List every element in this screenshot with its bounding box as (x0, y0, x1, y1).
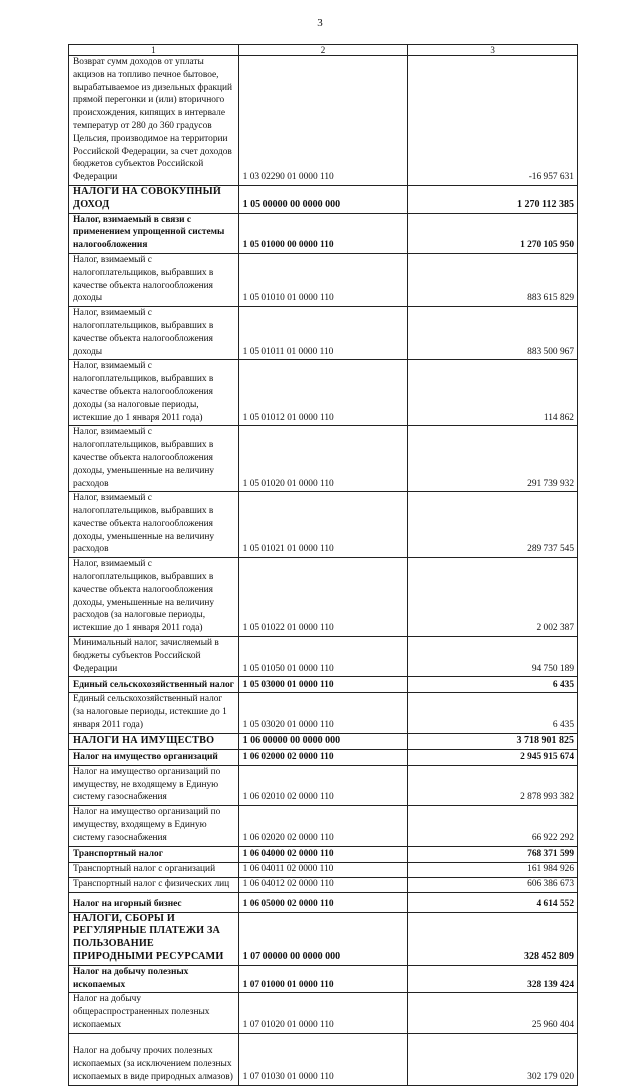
row-amount: 25 960 404 (408, 993, 578, 1033)
row-code: 1 06 02020 02 0000 110 (238, 806, 408, 846)
row-name: Единый сельскохозяйственный налог (за налоговые периоды, истекшие до 1 января 2011 года) (69, 693, 239, 733)
row-code: 1 06 04012 02 0000 110 (238, 877, 408, 892)
row-name: НАЛОГИ НА ИМУЩЕСТВО (69, 733, 239, 749)
row-code: 1 05 01050 01 0000 110 (238, 637, 408, 677)
row-amount: 883 615 829 (408, 253, 578, 306)
row-amount: 161 984 926 (408, 862, 578, 877)
row-amount: 883 500 967 (408, 307, 578, 360)
row-amount: 114 862 (408, 360, 578, 426)
row-name: Налог на имущество организаций (69, 749, 239, 765)
row-amount: 291 739 932 (408, 426, 578, 492)
table-row (69, 892, 578, 912)
column-header-3: 3 (408, 45, 578, 56)
row-amount: 2 002 387 (408, 558, 578, 637)
row-amount: 289 737 545 (408, 492, 578, 558)
row-code: 1 05 01022 01 0000 110 (238, 558, 408, 637)
row-name: Налог, взимаемый с налогоплательщиков, выбравших в качестве объекта налогообложения доходы, уменьшенные на величину расходов (69, 426, 239, 492)
row-code: 1 05 00000 00 0000 000 (238, 185, 408, 213)
table-row (69, 213, 578, 253)
row-name: Налог, взимаемый с налогоплательщиков, выбравших в качестве объекта налогообложения доходы (69, 253, 239, 306)
row-amount: 606 386 673 (408, 877, 578, 892)
table-row (69, 426, 578, 492)
row-amount: 4 614 552 (408, 892, 578, 912)
table-row (69, 765, 578, 805)
column-header-1: 1 (69, 45, 239, 56)
row-amount: -16 957 631 (408, 56, 578, 186)
row-code: 1 05 01020 01 0000 110 (238, 426, 408, 492)
row-name: Налог на имущество организаций по имуществу, не входящему в Единую систему газоснабжения (69, 765, 239, 805)
row-code: 1 07 01030 01 0000 110 (238, 1033, 408, 1085)
row-amount: 66 922 292 (408, 806, 578, 846)
row-code: 1 07 01020 01 0000 110 (238, 993, 408, 1033)
row-amount: 2 945 915 674 (408, 749, 578, 765)
table-row (69, 862, 578, 877)
revenue-table (68, 44, 578, 1086)
row-name: Единый сельскохозяйственный налог (69, 677, 239, 693)
table-row (69, 693, 578, 733)
row-name: Налог на добычу полезных ископаемых (69, 965, 239, 993)
row-amount: 1 270 112 385 (408, 185, 578, 213)
table-row (69, 965, 578, 993)
row-code: 1 03 02290 01 0000 110 (238, 56, 408, 186)
table-row (69, 846, 578, 862)
row-name: Транспортный налог (69, 846, 239, 862)
row-code: 1 05 01010 01 0000 110 (238, 253, 408, 306)
row-code: 1 05 01012 01 0000 110 (238, 360, 408, 426)
table-row (69, 877, 578, 892)
table-row (69, 1033, 578, 1085)
row-amount: 2 878 993 382 (408, 765, 578, 805)
row-name: Транспортный налог с организаций (69, 862, 239, 877)
table-row (69, 253, 578, 306)
row-code: 1 05 01000 00 0000 110 (238, 213, 408, 253)
table-row (69, 677, 578, 693)
table-row (69, 637, 578, 677)
row-amount: 6 435 (408, 693, 578, 733)
row-amount: 768 371 599 (408, 846, 578, 862)
row-name: НАЛОГИ, СБОРЫ И РЕГУЛЯРНЫЕ ПЛАТЕЖИ ЗА ПОЛЬЗОВАНИЕ ПРИРОДНЫМИ РЕСУРСАМИ (69, 912, 239, 965)
table-row (69, 185, 578, 213)
table-header-row (69, 45, 578, 56)
row-name: Налог, взимаемый с налогоплательщиков, выбравших в качестве объекта налогообложения доходы (за налоговые периоды, истекшие до 1 января 2011 года) (69, 360, 239, 426)
row-name: Налог на добычу общераспространенных полезных ископаемых (69, 993, 239, 1033)
row-amount: 94 750 189 (408, 637, 578, 677)
table-row (69, 806, 578, 846)
table-row (69, 733, 578, 749)
row-name: Налог, взимаемый с налогоплательщиков, выбравших в качестве объекта налогообложения доходы, уменьшенные на величину расходов (за налоговые периоды, истекшие до 1 января 2011 года) (69, 558, 239, 637)
row-code: 1 05 01021 01 0000 110 (238, 492, 408, 558)
row-name: Возврат сумм доходов от уплаты акцизов на топливо печное бытовое, вырабатываемое из дизельных фракций прямой перегонки и (или) вторичного происхождения, кипящих в интервале температур от 280 до 360 градусов Цельсия, производимое на территории Российской Федерации, за счет доходов бюджетов субъектов Российской Федерации (69, 56, 239, 186)
row-code: 1 05 01011 01 0000 110 (238, 307, 408, 360)
row-code: 1 06 04000 02 0000 110 (238, 846, 408, 862)
row-code: 1 05 03020 01 0000 110 (238, 693, 408, 733)
row-code: 1 06 02000 02 0000 110 (238, 749, 408, 765)
row-code: 1 06 00000 00 0000 000 (238, 733, 408, 749)
table-row (69, 912, 578, 965)
row-amount: 328 139 424 (408, 965, 578, 993)
row-name: Налог на игорный бизнес (69, 892, 239, 912)
table-row (69, 492, 578, 558)
column-header-2: 2 (238, 45, 408, 56)
table-row (69, 307, 578, 360)
row-name: Налог, взимаемый с налогоплательщиков, выбравших в качестве объекта налогообложения доходы, уменьшенные на величину расходов (69, 492, 239, 558)
row-code: 1 06 05000 02 0000 110 (238, 892, 408, 912)
table-row (69, 749, 578, 765)
row-amount: 1 270 105 950 (408, 213, 578, 253)
row-name: Транспортный налог с физических лиц (69, 877, 239, 892)
row-name: Налог на добычу прочих полезных ископаемых (за исключением полезных ископаемых в виде природных алмазов) (69, 1033, 239, 1085)
row-name: Налог, взимаемый с налогоплательщиков, выбравших в качестве объекта налогообложения доходы (69, 307, 239, 360)
row-name: Минимальный налог, зачисляемый в бюджеты субъектов Российской Федерации (69, 637, 239, 677)
row-name: Налог, взимаемый в связи с применением упрощенной системы налогообложения (69, 213, 239, 253)
row-amount: 328 452 809 (408, 912, 578, 965)
row-code: 1 06 04011 02 0000 110 (238, 862, 408, 877)
table-row (69, 360, 578, 426)
table-row (69, 56, 578, 186)
row-name: НАЛОГИ НА СОВОКУПНЫЙ ДОХОД (69, 185, 239, 213)
table-row (69, 993, 578, 1033)
row-name: Налог на имущество организаций по имуществу, входящему в Единую систему газоснабжения (69, 806, 239, 846)
row-code: 1 07 00000 00 0000 000 (238, 912, 408, 965)
row-amount: 302 179 020 (408, 1033, 578, 1085)
row-amount: 6 435 (408, 677, 578, 693)
row-code: 1 06 02010 02 0000 110 (238, 765, 408, 805)
row-amount: 3 718 901 825 (408, 733, 578, 749)
table-row (69, 558, 578, 637)
row-code: 1 07 01000 01 0000 110 (238, 965, 408, 993)
page-number: 3 (317, 17, 323, 29)
row-code: 1 05 03000 01 0000 110 (238, 677, 408, 693)
